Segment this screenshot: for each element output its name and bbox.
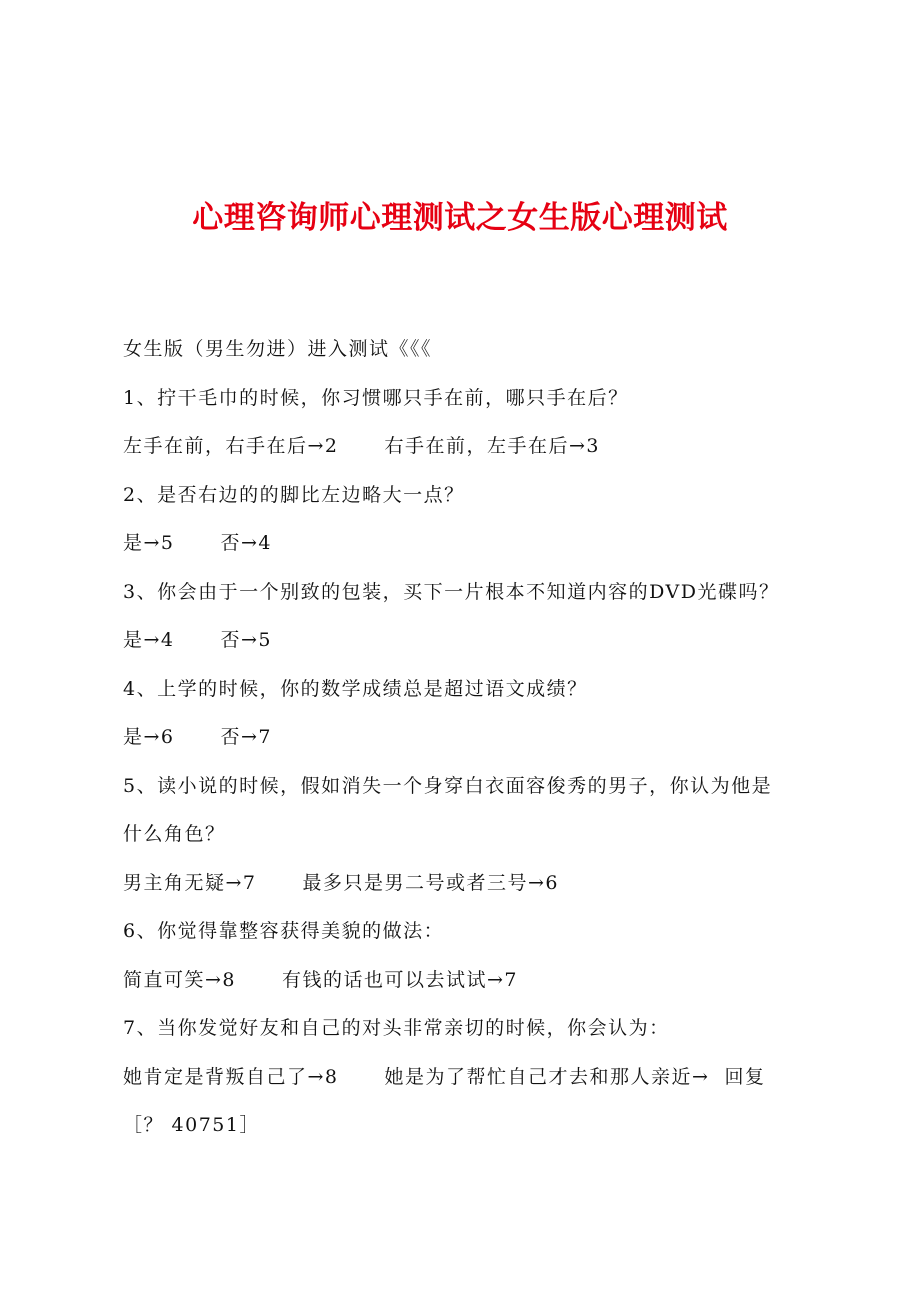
question-2: 2、是否右边的的脚比左边略大一点？ bbox=[123, 483, 465, 506]
document-body bbox=[123, 325, 823, 1150]
answer-option: 是→4 bbox=[123, 629, 175, 651]
answer-option: 男主角无疑→7 bbox=[123, 871, 257, 894]
question-4: 4、上学的时候，你的数学成绩总是超过语文成绩？ bbox=[123, 677, 588, 700]
answer-option: 否→7 bbox=[220, 726, 273, 748]
answer-row-3 bbox=[123, 616, 823, 665]
answer-option: 否→4 bbox=[220, 532, 273, 554]
question-6: 6、你觉得靠整容获得美貌的做法： bbox=[123, 920, 445, 942]
footnote: ［？ 40751］ bbox=[123, 1114, 260, 1136]
answer-row-1 bbox=[123, 422, 823, 471]
answer-option: 她肯定是背叛自己了→8 bbox=[123, 1065, 339, 1088]
answer-option: 最多只是男二号或者三号→6 bbox=[302, 871, 560, 894]
answer-row-4 bbox=[123, 713, 823, 762]
answer-option: 简直可笑→8 bbox=[123, 968, 237, 991]
answer-row-7 bbox=[123, 1053, 823, 1102]
question-1: 1、拧干毛巾的时候，你习惯哪只手在前，哪只手在后？ bbox=[123, 386, 629, 409]
document-title: 心理咨询师心理测试之女生版心理测试 bbox=[192, 200, 728, 236]
answer-option: 右手在前，左手在后→3 bbox=[384, 435, 601, 457]
answer-option: 是→6 bbox=[123, 726, 175, 748]
question-7: 7、当你发觉好友和自己的对头非常亲切的时候，你会认为： bbox=[123, 1017, 670, 1039]
question-5-line-1: 5、读小说的时候，假如消失一个身穿白衣面容俊秀的男子，你认为他是 bbox=[123, 774, 773, 797]
question-5-line-2: 什么角色？ bbox=[123, 823, 226, 845]
answer-option: 她是为了帮忙自己才去和那人亲近→ bbox=[384, 1065, 710, 1088]
answer-option: 有钱的话也可以去试试→7 bbox=[282, 968, 519, 991]
answer-row-2 bbox=[123, 519, 823, 568]
answer-option: 否→5 bbox=[220, 629, 273, 651]
answer-row-6 bbox=[123, 956, 823, 1005]
answer-option-tail: 回复 bbox=[724, 1065, 766, 1088]
answer-row-5 bbox=[123, 859, 823, 908]
answer-option: 左手在前，右手在后→2 bbox=[123, 435, 339, 457]
answer-option: 是→5 bbox=[123, 532, 175, 554]
intro-text: 女生版（男生勿进）进入测试《《《 bbox=[123, 338, 433, 360]
question-3: 3、你会由于一个别致的包装，买下一片根本不知道内容的DVD光碟吗？ bbox=[123, 580, 780, 603]
